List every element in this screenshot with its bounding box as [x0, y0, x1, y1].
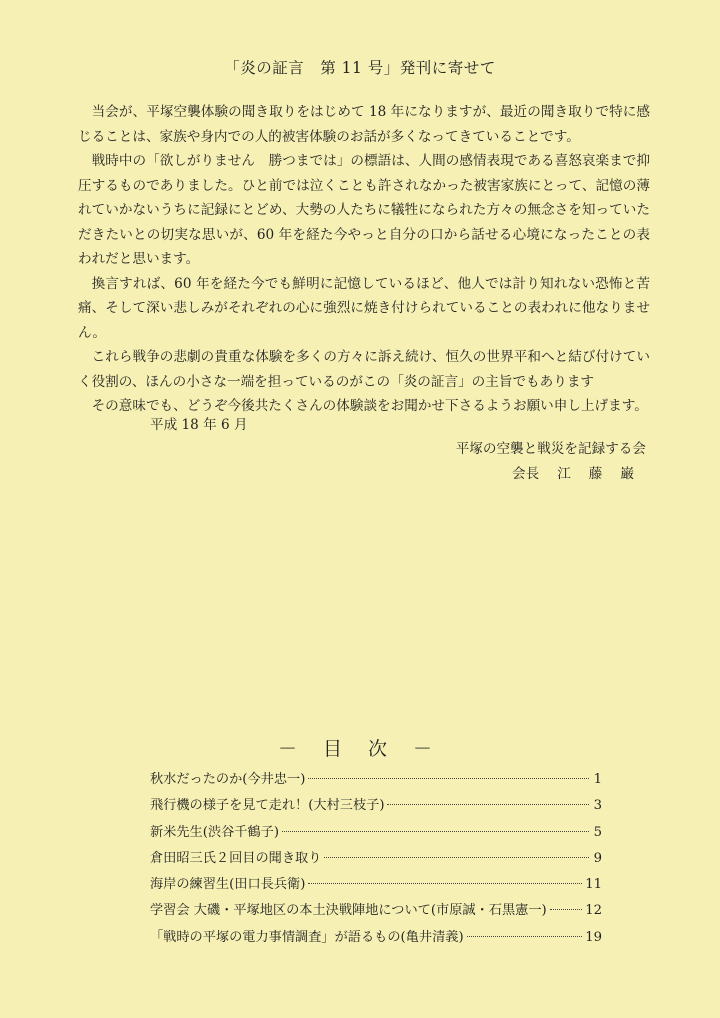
leader-dots [550, 909, 583, 910]
toc-entry-title: 「戦時の平塚の電力事情調査」が語るもの(亀井清義) [150, 929, 464, 945]
toc-entry-page: 11 [585, 877, 602, 893]
toc-entry-page: 19 [585, 929, 602, 945]
chair-title: 会長 [512, 466, 540, 482]
toc-entry-title: 秋水だったのか(今井忠一) [150, 772, 306, 787]
foreword-body [78, 100, 650, 419]
paragraph: 換言すれば、60 年を経た今でも鮮明に記憶しているほど、他人では計り知れない恐怖と苦痛、そして深い悲しみがそれぞれの心に強烈に焼き付けられていることの表われに他なりません。 [78, 275, 650, 341]
toc-entry-title: 海岸の練習生(田口長兵衛) [150, 877, 306, 893]
table-of-contents [150, 768, 602, 952]
chair-name-part: 巌 [620, 466, 634, 482]
leader-dots [308, 778, 589, 779]
paragraph: 当会が、平塚空襲体験の聞き取りをはじめて 18 年になりますが、最近の聞き取りで特に感じることは、家族や身内での人的被害体験のお話が多くなってきていることです。 [78, 104, 650, 145]
toc-heading: － 目 次 － [277, 738, 443, 760]
organization-name: 平塚の空襲と戦災を記録する会 [455, 441, 646, 457]
toc-entry-page: 12 [585, 903, 602, 919]
toc-entry-page: 1 [593, 772, 602, 787]
toc-entry-page: 3 [593, 798, 602, 814]
toc-entry-title: 学習会 大磯・平塚地区の本土決戦陣地について(市原誠・石黒憲一) [150, 903, 547, 919]
toc-entry[interactable] [150, 768, 602, 794]
signature-block [512, 462, 634, 482]
chair-name-part: 江 [557, 466, 571, 482]
toc-entry[interactable] [150, 899, 602, 925]
paragraph: これら戦争の悲劇の貴重な体験を多くの方々に訴え続け、恒久の世界平和へと結び付けていく役割の、ほんの小さな一端を担っているのがこの「炎の証言」の主旨でもあります [78, 349, 650, 390]
leader-dots [324, 857, 589, 858]
toc-entry-page: 5 [593, 824, 602, 840]
leader-dots [282, 831, 589, 832]
toc-entry[interactable] [150, 794, 602, 820]
leader-dots [467, 936, 583, 937]
toc-entry-title: 飛行機の様子を見て走れ！(大村三枝子) [150, 798, 385, 814]
paragraph: その意味でも、どうぞ今後共たくさんの体験談をお聞かせ下さるようお願い申し上げます。 [91, 398, 648, 414]
publication-date: 平成 18 年 6 月 [150, 417, 248, 433]
toc-entry[interactable] [150, 821, 602, 847]
leader-dots [308, 883, 582, 884]
toc-entry[interactable] [150, 926, 602, 952]
chair-name-part: 藤 [588, 466, 603, 482]
toc-entry[interactable] [150, 847, 602, 873]
toc-entry[interactable] [150, 873, 602, 899]
leader-dots [387, 804, 589, 805]
toc-entry-page: 9 [593, 850, 602, 866]
paragraph: 戦時中の「欲しがりません 勝つまでは」の標語は、人間の感情表現である喜怒哀楽まで抑圧するものでありました。ひと前では泣くことも許されなかった被害家族にとって、記憶の薄れていかないうちに記録にとどめ、大勢の人たちに犠牲になられた方々の無念さを知っていただきたいとの切実な思いが、60 年を経た今やっと自分の口から話せる心境になったことの表われだと思います。 [78, 153, 650, 267]
document-title: 「炎の証言 第 11 号」発刊に寄せて [224, 59, 496, 77]
toc-entry-title: 新米先生(渋谷千鶴子) [150, 824, 279, 840]
toc-entry-title: 倉田昭三氏２回目の聞き取り [150, 850, 322, 866]
